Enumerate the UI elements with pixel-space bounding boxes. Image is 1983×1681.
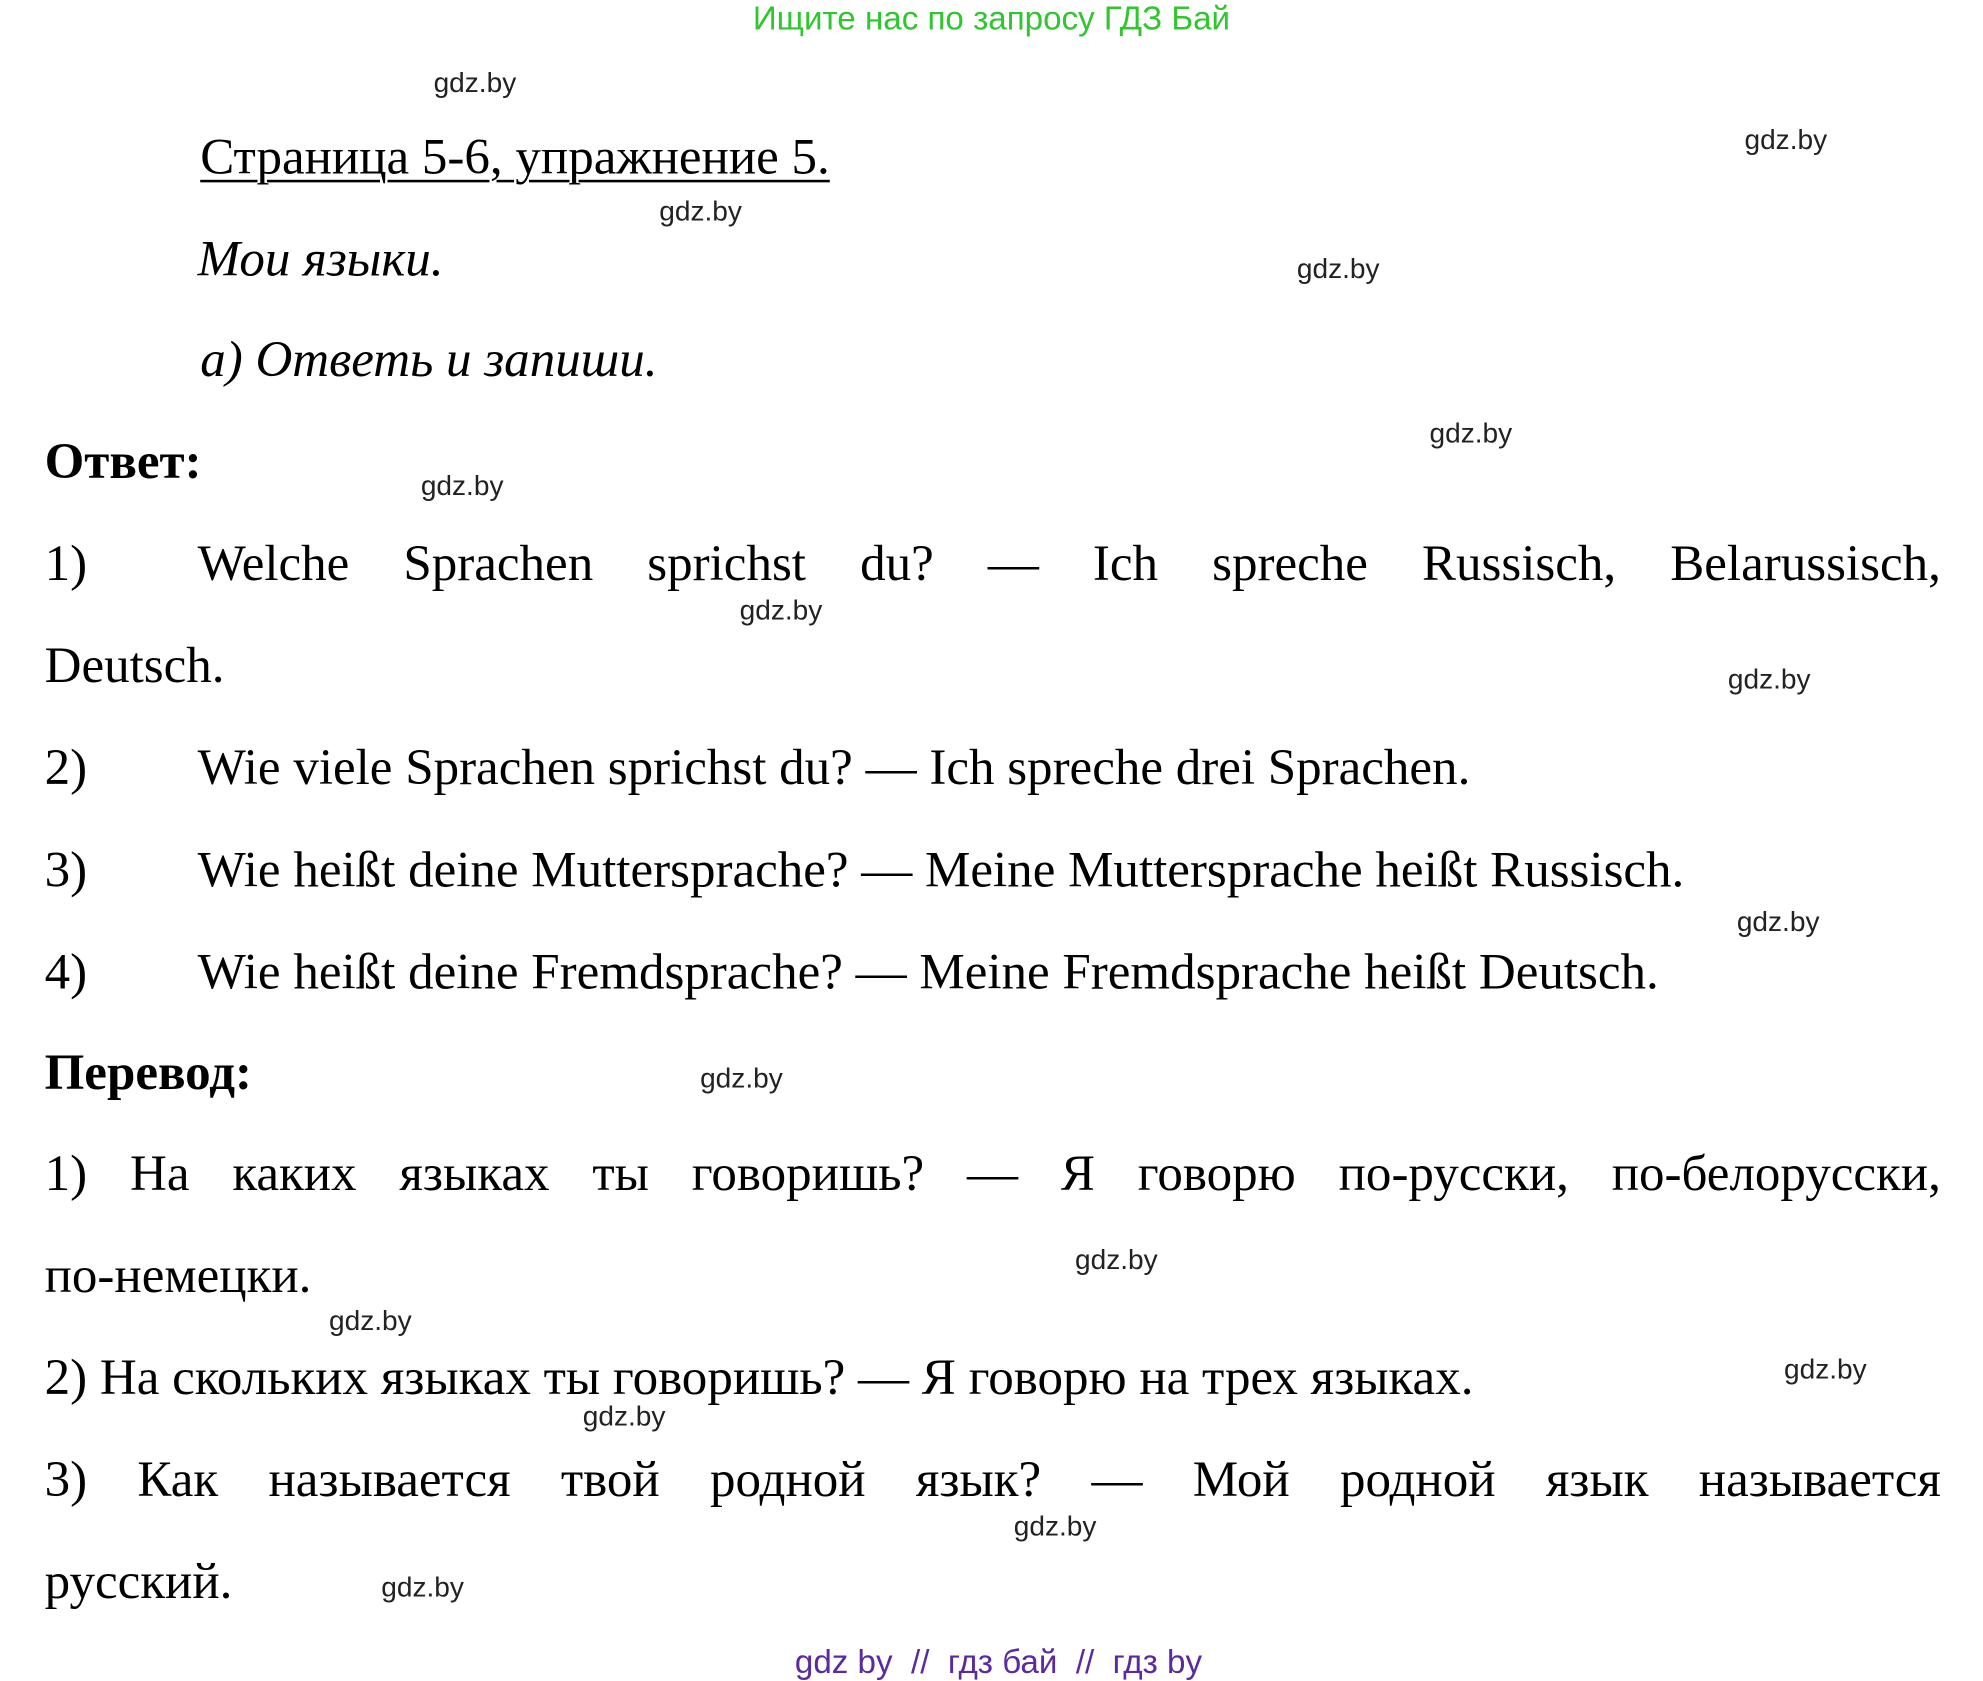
answer-text: Wie viele Sprachen sprichst du? — Ich spreche drei Sprachen. — [197, 738, 1471, 796]
watermark: gdz.by — [1727, 663, 1811, 695]
exercise-task: а) Ответь и запиши. — [200, 330, 658, 388]
translation-heading: Перевод: — [44, 1043, 252, 1101]
answer-item — [44, 738, 1471, 796]
watermark: gdz.by — [1744, 123, 1828, 156]
answer-item — [44, 840, 1685, 898]
watermark: gdz.by — [1074, 1243, 1158, 1276]
watermark: gdz.by — [381, 1571, 464, 1603]
answer-text: Welche Sprachen sprichst du? — Ich spreche Russisch, Belarussisch, — [197, 534, 1941, 592]
watermark: gdz.by — [1429, 416, 1513, 449]
translation-continuation: русский. — [44, 1551, 233, 1610]
watermark: gdz.by — [739, 594, 823, 627]
watermark: gdz.by — [1013, 1509, 1097, 1542]
exercise-subtitle: Мои языки. — [197, 229, 444, 287]
answer-number: 1) — [44, 534, 88, 592]
watermark: gdz.by — [1784, 1352, 1867, 1385]
page-title: Страница 5-6, упражнение 5. — [200, 127, 830, 185]
watermark: gdz.by — [1736, 905, 1820, 938]
answer-item — [44, 534, 1941, 592]
translation-item: 1) На каких языках ты говоришь? — Я говорю по-русски, по-белорусски, — [44, 1143, 1941, 1202]
watermark: gdz.by — [582, 1400, 666, 1433]
watermark: gdz.by — [433, 66, 517, 99]
search-banner: Ищите нас по запросу ГДЗ Бай — [752, 0, 1231, 37]
answer-text: Wie heißt deine Muttersprache? — Meine Muttersprache heißt Russisch. — [197, 840, 1685, 898]
answer-number: 2) — [44, 738, 88, 796]
translation-item: 3) Как называется твой родной язык? — Мой родной язык называется — [44, 1449, 1941, 1508]
footer-links: gdz by // гдз бай // гдз by — [794, 1642, 1203, 1681]
watermark: gdz.by — [659, 195, 742, 227]
answer-number: 3) — [44, 840, 88, 898]
answer-text: Wie heißt deine Fremdsprache? — Meine Fremdsprache heißt Deutsch. — [197, 942, 1659, 1000]
translation-continuation: по-немецки. — [44, 1245, 312, 1304]
translation-item: 2) На скольких языках ты говоришь? — Я говорю на трех языках. — [44, 1347, 1474, 1406]
answer-item — [44, 942, 1659, 1000]
answer-heading: Ответ: — [44, 432, 202, 490]
answer-number: 4) — [44, 942, 88, 1000]
watermark: gdz.by — [700, 1062, 783, 1095]
answer-continuation: Deutsch. — [44, 636, 225, 694]
watermark: gdz.by — [420, 469, 504, 502]
watermark: gdz.by — [329, 1304, 412, 1337]
watermark: gdz.by — [1296, 252, 1380, 285]
